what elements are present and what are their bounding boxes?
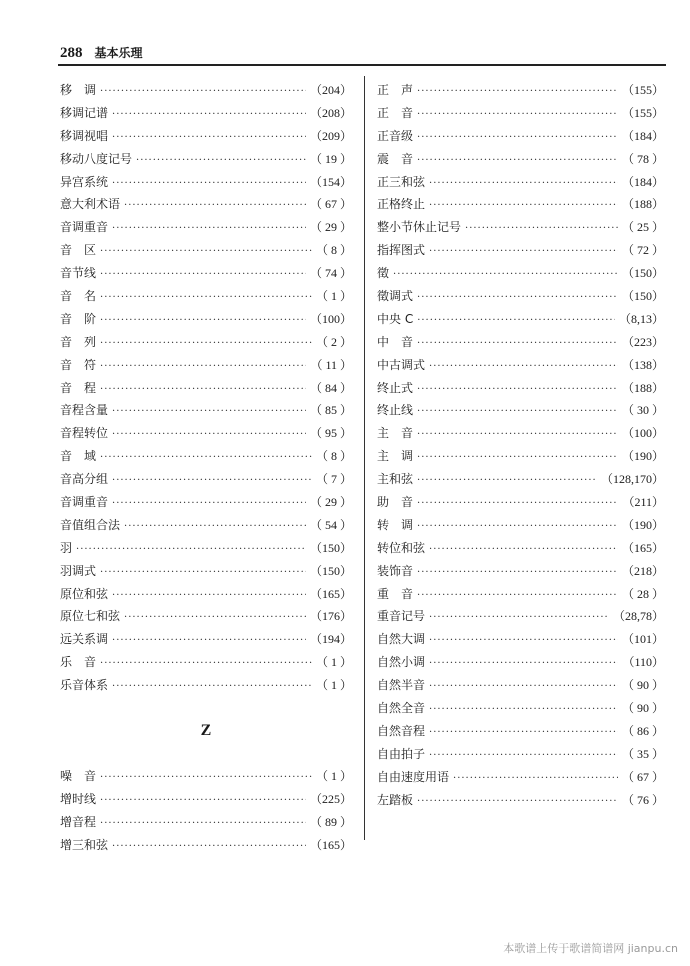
index-entry xyxy=(377,697,664,720)
dot-leader xyxy=(417,401,618,423)
index-entry xyxy=(60,445,352,468)
index-page-ref: （ 29 ） xyxy=(309,220,352,235)
dot-leader xyxy=(100,767,312,789)
index-entry xyxy=(60,788,352,811)
index-page-ref: （155） xyxy=(621,105,664,120)
index-entry xyxy=(60,651,352,674)
index-term: 整小节休止记号 xyxy=(377,220,462,235)
index-page-ref: （ 2 ） xyxy=(315,334,352,349)
index-entry xyxy=(377,605,664,628)
index-page-ref: （209） xyxy=(309,128,352,143)
dot-leader xyxy=(112,470,312,492)
dot-leader xyxy=(112,585,306,607)
index-entry xyxy=(60,560,352,583)
dot-leader xyxy=(417,585,618,607)
watermark: 本歌谱上传于歌谱简谱网 jianpu.cn xyxy=(503,942,678,955)
index-term: 自然音程 xyxy=(377,723,426,738)
index-term: 音值组合法 xyxy=(60,517,121,532)
index-entry xyxy=(377,674,664,697)
index-page-ref: （ 19 ） xyxy=(309,151,352,166)
index-page-ref: （150） xyxy=(309,563,352,578)
index-page-ref: （225） xyxy=(309,791,352,806)
page-title: 基本乐理 xyxy=(94,46,143,60)
index-entry xyxy=(60,102,352,125)
index-entry xyxy=(60,79,352,102)
dot-leader xyxy=(417,379,618,401)
index-page-ref: （223） xyxy=(621,334,664,349)
index-term: 异宫系统 xyxy=(60,174,109,189)
dot-leader xyxy=(417,150,618,172)
index-term: 原位和弦 xyxy=(60,586,109,601)
index-term: 自然大调 xyxy=(377,632,426,647)
index-page-ref: （ 1 ） xyxy=(315,655,352,670)
index-entry xyxy=(377,102,664,125)
index-page-ref: （ 95 ） xyxy=(309,426,352,441)
dot-leader xyxy=(100,447,312,469)
index-entry xyxy=(377,445,664,468)
index-term: 徵 xyxy=(377,266,390,281)
index-term: 正 音 xyxy=(377,105,414,120)
index-term: 噪 音 xyxy=(60,769,97,784)
index-page-ref: （211） xyxy=(622,495,664,510)
index-entry xyxy=(377,720,664,743)
index-entry xyxy=(377,743,664,766)
index-term: 音调重音 xyxy=(60,220,109,235)
index-page-ref: （150） xyxy=(621,266,664,281)
index-column-right xyxy=(377,79,664,812)
index-term: 自由拍子 xyxy=(377,746,426,761)
dot-leader xyxy=(100,310,306,332)
dot-leader xyxy=(124,195,306,217)
index-entry xyxy=(60,422,352,445)
index-entry xyxy=(377,514,664,537)
index-page-ref: （100） xyxy=(309,311,352,326)
index-entry xyxy=(60,514,352,537)
dot-leader xyxy=(124,607,306,629)
dot-leader xyxy=(417,516,618,538)
dot-leader xyxy=(465,218,618,240)
index-term: 移动八度记号 xyxy=(60,151,133,166)
index-term: 中古调式 xyxy=(377,357,426,372)
index-entry xyxy=(60,171,352,194)
index-term: 重 音 xyxy=(377,586,414,601)
index-term: 移调视唱 xyxy=(60,128,109,143)
index-term: 音 域 xyxy=(60,449,97,464)
index-entry xyxy=(60,468,352,491)
index-term: 移调记谱 xyxy=(60,105,109,120)
index-term: 自然半音 xyxy=(377,678,426,693)
dot-leader xyxy=(429,241,618,263)
index-term: 指挥图式 xyxy=(377,243,426,258)
index-page-ref: （150） xyxy=(621,289,664,304)
index-term: 主 音 xyxy=(377,426,414,441)
index-term: 音调重音 xyxy=(60,495,109,510)
index-page-ref: （165） xyxy=(309,837,352,852)
index-term: 主和弦 xyxy=(377,472,414,487)
index-entry xyxy=(60,354,352,377)
index-term: 转 调 xyxy=(377,517,414,532)
index-term: 终止线 xyxy=(377,403,414,418)
dot-leader xyxy=(112,218,306,240)
dot-leader xyxy=(453,768,618,790)
dot-leader xyxy=(100,813,306,835)
dot-leader xyxy=(429,676,618,698)
index-entry xyxy=(60,537,352,560)
index-entry xyxy=(377,560,664,583)
dot-leader xyxy=(417,310,615,332)
index-term: 正 声 xyxy=(377,83,414,97)
index-entry xyxy=(377,148,664,171)
dot-leader xyxy=(136,150,306,172)
index-entry xyxy=(60,331,352,354)
dot-leader xyxy=(393,264,618,286)
index-term: 移 调 xyxy=(60,83,97,97)
index-entry xyxy=(377,399,664,422)
index-page-ref: （208） xyxy=(309,105,352,120)
index-term: 转位和弦 xyxy=(377,540,426,555)
dot-leader xyxy=(100,333,312,355)
index-page-ref: （ 35 ） xyxy=(621,746,664,761)
index-term: 音节线 xyxy=(60,266,97,281)
index-page-ref: （ 78 ） xyxy=(621,151,664,166)
index-term: 左踏板 xyxy=(377,792,414,807)
index-term: 震 音 xyxy=(377,151,414,166)
dot-leader xyxy=(429,745,618,767)
dot-leader xyxy=(417,333,618,355)
index-term: 增三和弦 xyxy=(60,837,109,852)
index-entry xyxy=(60,765,352,788)
index-entry xyxy=(60,628,352,651)
index-term: 中 音 xyxy=(377,334,414,349)
dot-leader xyxy=(112,127,306,149)
index-entry xyxy=(377,331,664,354)
dot-leader xyxy=(417,81,618,103)
index-term: 乐 音 xyxy=(60,655,97,670)
index-entry xyxy=(377,171,664,194)
index-entry xyxy=(377,583,664,606)
index-entry xyxy=(377,354,664,377)
index-entry xyxy=(377,125,664,148)
dot-leader xyxy=(429,173,618,195)
index-entry xyxy=(377,468,664,491)
index-entry xyxy=(60,239,352,262)
index-page-ref: （138） xyxy=(621,357,664,372)
dot-leader xyxy=(429,699,618,721)
dot-leader xyxy=(100,264,306,286)
index-term: 音 列 xyxy=(60,334,97,349)
index-entry xyxy=(377,193,664,216)
index-page-ref: （154） xyxy=(309,174,352,189)
index-term: 中央 C xyxy=(377,311,414,326)
index-page-ref: （ 1 ） xyxy=(315,769,352,784)
index-page-ref: （8,13） xyxy=(618,311,664,326)
index-page-ref: （110） xyxy=(622,655,664,670)
dot-leader xyxy=(429,356,618,378)
dot-leader xyxy=(417,447,618,469)
dot-leader xyxy=(100,356,306,378)
index-entry xyxy=(377,789,664,812)
index-page-ref: （ 90 ） xyxy=(621,678,664,693)
index-entry xyxy=(377,628,664,651)
index-entry xyxy=(60,811,352,834)
dot-leader xyxy=(100,790,306,812)
index-entry xyxy=(60,605,352,628)
dot-leader xyxy=(429,630,618,652)
index-page-ref: （ 76 ） xyxy=(621,792,664,807)
index-page-ref: （ 84 ） xyxy=(309,380,352,395)
index-term: 音 程 xyxy=(60,380,97,395)
index-page-ref: （176） xyxy=(309,609,352,624)
index-term: 重音记号 xyxy=(377,609,426,624)
index-page-ref: （ 74 ） xyxy=(309,266,352,281)
dot-leader xyxy=(112,424,306,446)
index-term: 终止式 xyxy=(377,380,414,395)
index-entry xyxy=(60,125,352,148)
dot-leader xyxy=(100,562,306,584)
index-term: 意大利术语 xyxy=(60,197,121,212)
index-page-ref: （ 86 ） xyxy=(621,723,664,738)
dot-leader xyxy=(429,607,609,629)
index-page-ref: （ 72 ） xyxy=(621,243,664,258)
dot-leader xyxy=(100,81,306,103)
index-term: 音 名 xyxy=(60,289,97,304)
index-term: 音 阶 xyxy=(60,311,97,326)
index-term: 正三和弦 xyxy=(377,174,426,189)
index-entry xyxy=(377,79,664,102)
index-page-ref: （ 11 ） xyxy=(310,357,352,372)
index-entry xyxy=(60,377,352,400)
index-page-ref: （188） xyxy=(621,197,664,212)
index-entry xyxy=(377,262,664,285)
index-page-ref: （ 29 ） xyxy=(309,495,352,510)
index-term: 装饰音 xyxy=(377,563,414,578)
index-page-ref: （ 67 ） xyxy=(621,769,664,784)
dot-leader xyxy=(417,127,618,149)
dot-leader xyxy=(112,401,306,423)
index-page-ref: （ 90 ） xyxy=(621,701,664,716)
index-entry xyxy=(377,422,664,445)
index-page-ref: （ 8 ） xyxy=(315,243,352,258)
dot-leader xyxy=(429,195,618,217)
index-page-ref: （204） xyxy=(309,83,352,97)
index-term: 自然小调 xyxy=(377,655,426,670)
index-entry xyxy=(377,491,664,514)
dot-leader xyxy=(417,493,618,515)
dot-leader xyxy=(417,562,618,584)
index-entry xyxy=(60,491,352,514)
index-term: 自然全音 xyxy=(377,701,426,716)
dot-leader xyxy=(429,539,618,561)
index-page-ref: （194） xyxy=(309,632,352,647)
index-page-ref: （ 30 ） xyxy=(621,403,664,418)
dot-leader xyxy=(100,653,312,675)
dot-leader xyxy=(429,653,618,675)
index-page-ref: （190） xyxy=(621,517,664,532)
dot-leader xyxy=(112,630,306,652)
index-page-ref: （188） xyxy=(621,380,664,395)
index-entry xyxy=(377,651,664,674)
index-term: 正格终止 xyxy=(377,197,426,212)
section-letter: Z xyxy=(200,722,212,740)
index-term: 增时线 xyxy=(60,791,97,806)
index-page-ref: （155） xyxy=(621,83,664,97)
index-entry xyxy=(377,216,664,239)
dot-leader xyxy=(112,676,312,698)
index-page-ref: （ 67 ） xyxy=(309,197,352,212)
dot-leader xyxy=(429,722,618,744)
index-page-ref: （165） xyxy=(309,586,352,601)
index-page-ref: （165） xyxy=(621,540,664,555)
index-term: 远关系调 xyxy=(60,632,109,647)
dot-leader xyxy=(124,516,306,538)
index-entry xyxy=(377,308,664,331)
index-page-ref: （218） xyxy=(621,563,664,578)
index-page-ref: （ 85 ） xyxy=(309,403,352,418)
index-entry xyxy=(60,193,352,216)
index-term: 自由速度用语 xyxy=(377,769,450,784)
index-term: 音程含量 xyxy=(60,403,109,418)
dot-leader xyxy=(417,791,618,813)
dot-leader xyxy=(112,104,306,126)
column-divider xyxy=(364,76,365,840)
dot-leader xyxy=(112,836,306,858)
index-term: 音程转位 xyxy=(60,426,109,441)
dot-leader xyxy=(417,287,618,309)
index-term: 音高分组 xyxy=(60,472,109,487)
header-rule xyxy=(58,64,666,66)
index-page-ref: （ 1 ） xyxy=(315,678,352,693)
index-term: 羽调式 xyxy=(60,563,97,578)
dot-leader xyxy=(100,241,312,263)
index-entry xyxy=(377,285,664,308)
index-page-ref: （ 25 ） xyxy=(621,220,664,235)
index-entry xyxy=(60,216,352,239)
index-term: 增音程 xyxy=(60,814,97,829)
index-entry xyxy=(60,148,352,171)
dot-leader xyxy=(100,287,312,309)
index-page-ref: （190） xyxy=(621,449,664,464)
index-page-ref: （101） xyxy=(621,632,664,647)
index-entry xyxy=(377,239,664,262)
index-term: 羽 xyxy=(60,540,73,555)
index-page-ref: （128,170） xyxy=(600,472,664,487)
index-entry xyxy=(60,285,352,308)
index-page-ref: （184） xyxy=(621,174,664,189)
page-number: 288 xyxy=(60,45,83,61)
index-page-ref: （150） xyxy=(309,540,352,555)
page-header xyxy=(60,44,143,62)
index-term: 主 调 xyxy=(377,449,414,464)
index-entry xyxy=(377,377,664,400)
index-entry xyxy=(377,766,664,789)
index-page-ref: （ 89 ） xyxy=(309,814,352,829)
index-page-ref: （100） xyxy=(621,426,664,441)
index-term: 音 符 xyxy=(60,357,97,372)
index-column-left xyxy=(60,79,352,857)
dot-leader xyxy=(76,539,306,561)
dot-leader xyxy=(417,470,597,492)
index-term: 乐音体系 xyxy=(60,678,109,693)
index-term: 音 区 xyxy=(60,243,97,258)
index-page-ref: （ 7 ） xyxy=(315,472,352,487)
index-page-ref: （ 8 ） xyxy=(315,449,352,464)
index-entry xyxy=(60,834,352,857)
dot-leader xyxy=(112,493,306,515)
dot-leader xyxy=(112,173,306,195)
index-term: 徵调式 xyxy=(377,289,414,304)
index-page-ref: （28,78） xyxy=(612,609,664,624)
dot-leader xyxy=(100,379,306,401)
dot-leader xyxy=(417,104,618,126)
index-entry xyxy=(60,308,352,331)
index-entry xyxy=(60,262,352,285)
dot-leader xyxy=(417,424,618,446)
index-term: 助 音 xyxy=(377,495,414,510)
index-term: 原位七和弦 xyxy=(60,609,121,624)
index-term: 正音级 xyxy=(377,128,414,143)
index-entry xyxy=(60,583,352,606)
index-entry xyxy=(60,674,352,697)
index-page-ref: （ 1 ） xyxy=(315,289,352,304)
index-entry xyxy=(377,537,664,560)
index-page-ref: （ 54 ） xyxy=(309,517,352,532)
index-entry xyxy=(60,399,352,422)
index-page-ref: （184） xyxy=(621,128,664,143)
index-page-ref: （ 28 ） xyxy=(621,586,664,601)
